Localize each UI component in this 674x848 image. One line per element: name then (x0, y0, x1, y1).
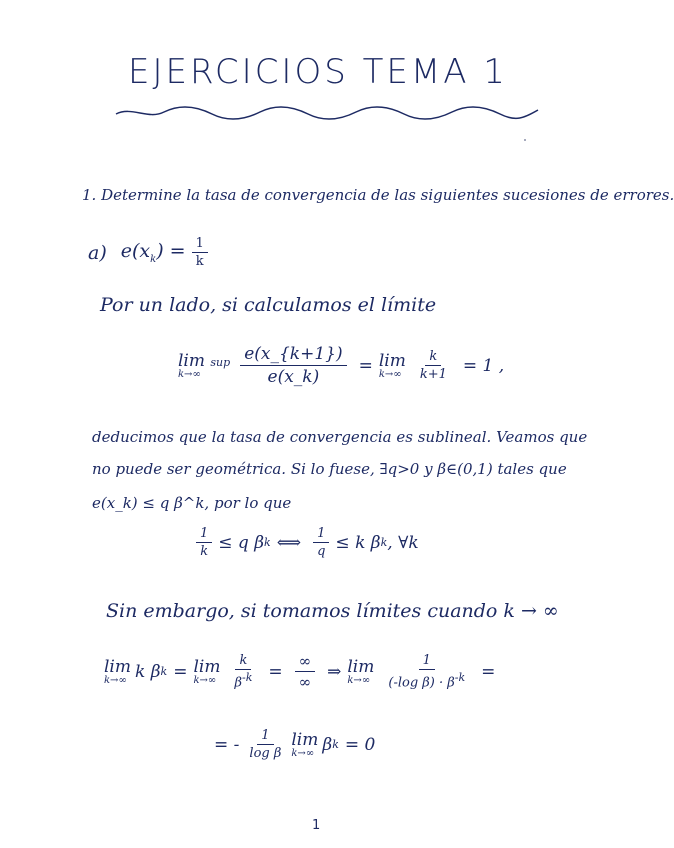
title-underline (112, 100, 542, 124)
intro-text: Por un lado, si calculamos el límite (100, 294, 437, 316)
k-fraction: $\frac{k}{k+1}$ (419, 349, 447, 382)
paragraph-line-3: e(x_k) ≤ q β^k, por lo que (92, 494, 292, 512)
exercise-statement: 1. Determine la tasa de convergencia de las siguientes sucesiones de errores. (82, 186, 674, 204)
page-number: 1 (312, 818, 321, 833)
k-over-beta-fraction: $\frac{k}{\beta^{-k}}$ (234, 652, 253, 691)
right-fraction: $\frac{1}{q}$ (313, 526, 329, 559)
paragraph-line-4: Sin embargo, si tomamos límites cuando k → ∞ (106, 600, 559, 622)
limit-operator-5: lim k→∞ (347, 657, 375, 686)
left-fraction: $\frac{1}{k}$ (196, 526, 212, 559)
item-label: a) (88, 241, 107, 264)
paragraph-line-1: deducimos que la tasa de convergencia es sublineal. Veamos que (92, 428, 588, 446)
limit-operator: lim sup k→∞ (178, 351, 231, 380)
limit-operator-4: lim k→∞ (193, 657, 221, 686)
log-beta-fraction: $\frac{1}{(-\log \beta) \cdot \beta^{-k}}$ (388, 652, 466, 691)
neg-log-fraction: $\frac{1}{\text{log β}}$ (249, 728, 282, 761)
limit-operator-2: lim k→∞ (378, 351, 406, 380)
limit-operator-6: lim k→∞ (291, 730, 319, 759)
ink-speck (524, 139, 526, 141)
paragraph-line-2: no puede ser geométrica. Si lo fuese, ∃q>0 y β∈(0,1) tales que (92, 460, 567, 478)
limit-equation: lim sup k→∞ $\frac{e(x\_\{k+1\})}{e(x\_k)}$ = lim k→∞ $\frac{k}{k+1}$ = 1 , (178, 344, 505, 387)
item-formula: $e(x_k)$ = $\frac{1}{k}$ (121, 236, 214, 269)
inequality-equation: $\frac{1}{k}$ ≤ q β k ⟺ $\frac{1}{q}$ ≤ k β k , ∀k (190, 526, 419, 559)
limit-final: = - $\frac{1}{\text{log β}}$ lim k→∞ β k = 0 (214, 728, 376, 761)
page-title: EJERCICIOS TEMA 1 (128, 52, 508, 92)
infinity-fraction: $\frac{\infty}{\infty}$ (295, 652, 316, 691)
item-a (88, 236, 214, 269)
limit-operator-3: lim k→∞ (104, 657, 131, 686)
limit-chain: lim k→∞ k β k = lim k→∞ $\frac{k}{\beta^{-k}}$ = $\frac{\infty}{\infty}$ ⇒ lim k→∞ $\frac{1}{(-\log \beta) \cdot \beta^{-k}}$ = (104, 652, 496, 691)
ratio-fraction: $\frac{e(x\_\{k+1\})}{e(x\_k)}$ (240, 344, 346, 387)
